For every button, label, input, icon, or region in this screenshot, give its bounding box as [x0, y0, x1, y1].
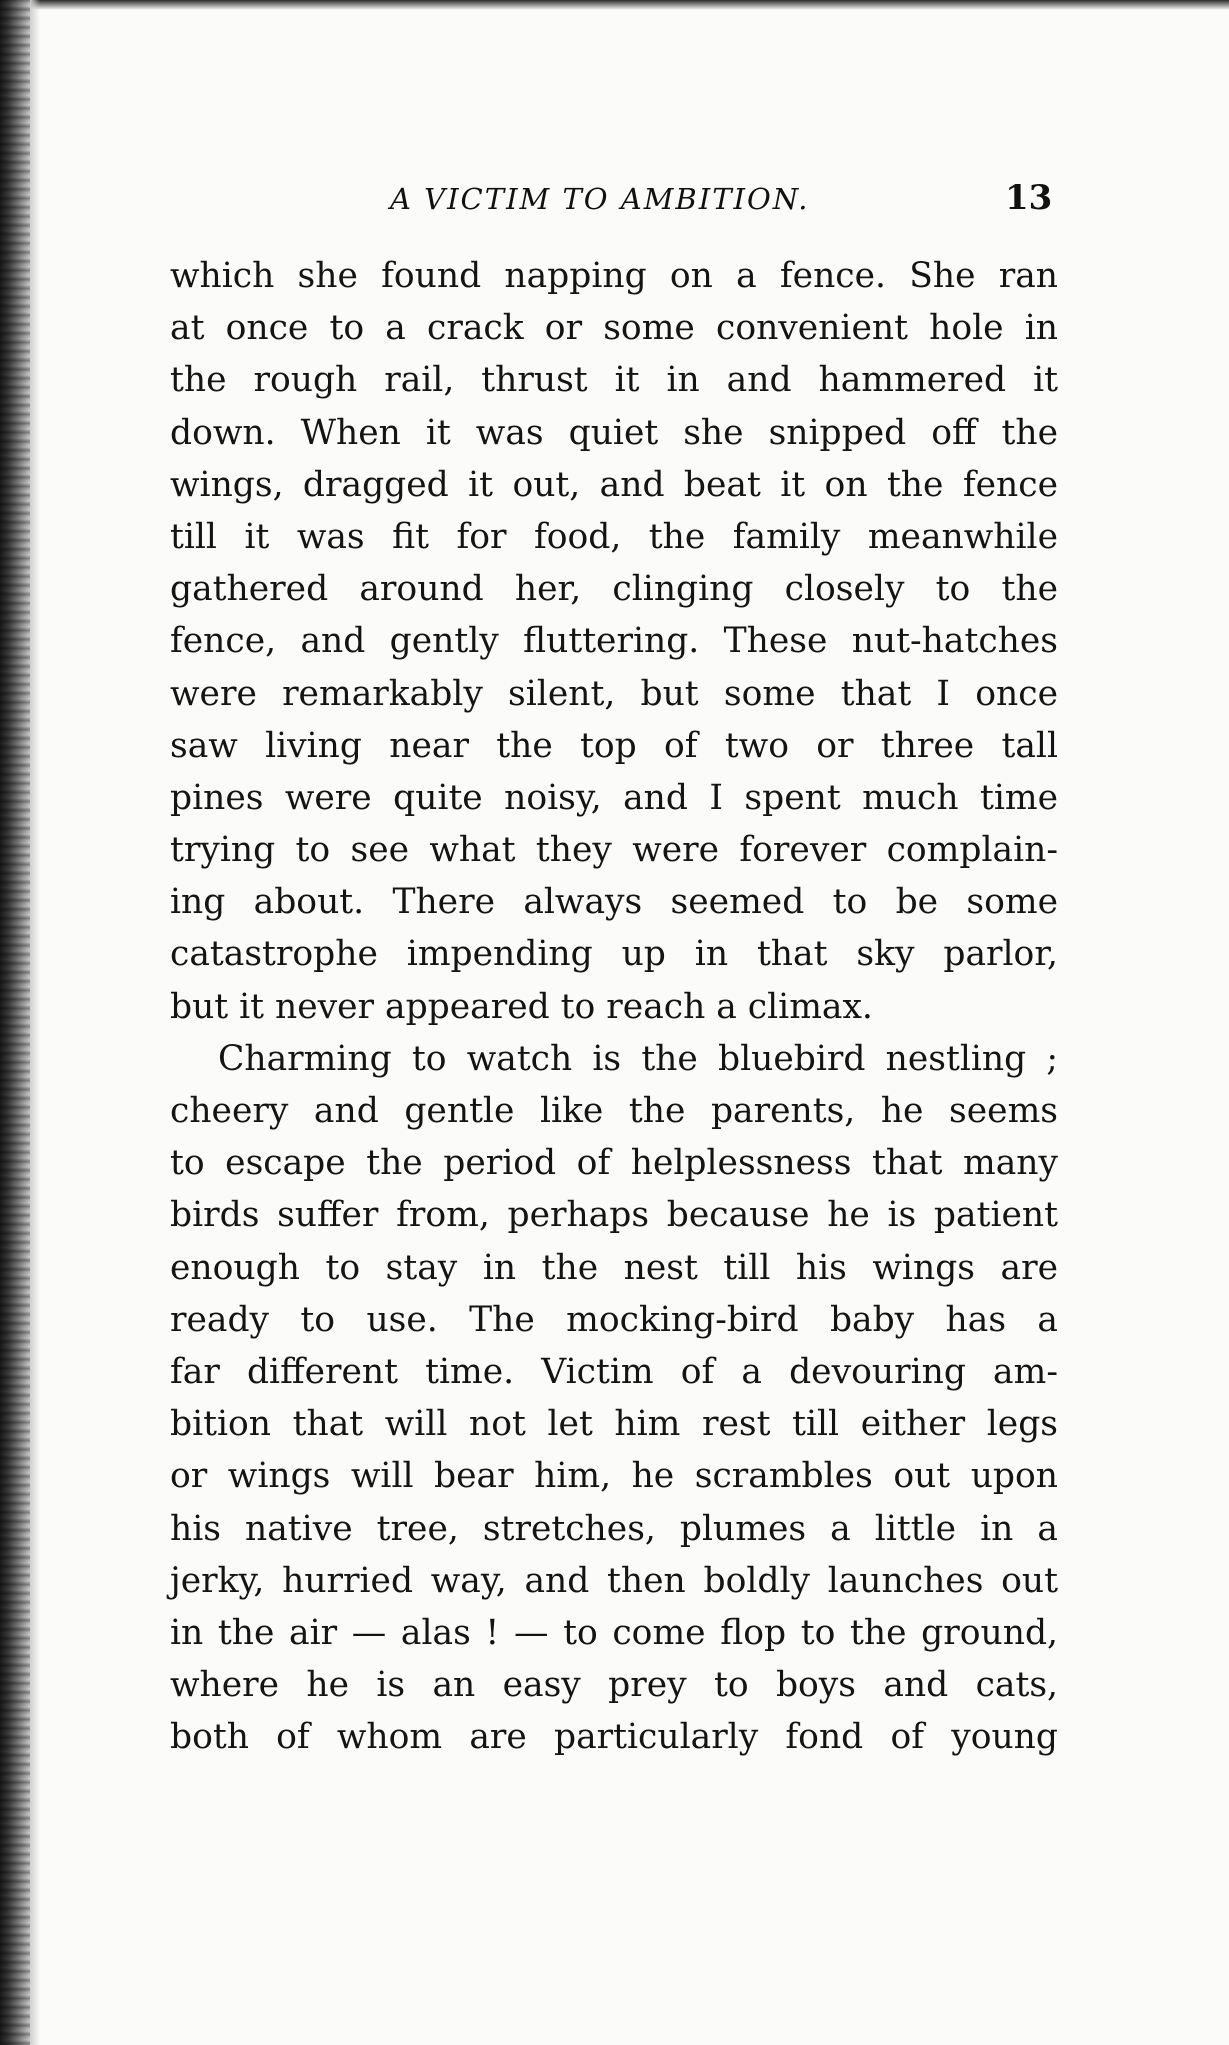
- text-line: pines were quite noisy, and I spent much time: [170, 777, 1058, 818]
- text-line: fence, and gently fluttering. These nut-hatches: [170, 621, 1058, 662]
- body-text: [170, 250, 1058, 1763]
- text-line: at once to a crack or some convenient hole in: [170, 308, 1058, 349]
- text-line: both of whom are particularly fond of young: [170, 1717, 1058, 1758]
- page-number: 13: [1005, 178, 1053, 218]
- text-line: till it was fit for food, the family meanwhile: [170, 516, 1058, 557]
- text-line: where he is an easy prey to boys and cats,: [170, 1665, 1058, 1706]
- binding-gutter-texture: [0, 0, 30, 2045]
- running-head: A VICTIM TO AMBITION.: [390, 182, 810, 216]
- text-line: which she found napping on a fence. She ran: [170, 256, 1058, 296]
- text-line: ready to use. The mocking-bird baby has a: [170, 1299, 1058, 1340]
- text-line: jerky, hurried way, and then boldly launches out: [170, 1560, 1058, 1601]
- text-line: enough to stay in the nest till his wings are: [170, 1247, 1058, 1288]
- text-line: bition that will not let him rest till either legs: [170, 1404, 1058, 1445]
- text-line: to escape the period of helplessness that many: [170, 1143, 1058, 1184]
- text-line: cheery and gentle like the parents, he seems: [170, 1091, 1058, 1131]
- text-line: ing about. There always seemed to be some: [170, 882, 1058, 923]
- text-line: down. When it was quiet she snipped off the: [170, 412, 1058, 453]
- text-line: gathered around her, clinging closely to the: [170, 569, 1058, 610]
- page-top-edge-shadow: [0, 0, 1229, 10]
- text-line: or wings will bear him, he scrambles out upon: [170, 1456, 1058, 1497]
- text-line: saw living near the top of two or three tall: [170, 725, 1058, 766]
- text-line: were remarkably silent, but some that I once: [170, 673, 1058, 714]
- text-line: trying to see what they were forever complain-: [170, 830, 1058, 871]
- text-line: the rough rail, thrust it in and hammered it: [170, 360, 1058, 401]
- text-line: far different time. Victim of a devouring am-: [170, 1351, 1058, 1392]
- text-line: wings, dragged it out, and beat it on the fence: [170, 464, 1058, 505]
- text-line: in the air — alas ! — to come flop to the ground,: [170, 1612, 1058, 1653]
- text-line: birds suffer from, perhaps because he is patient: [170, 1195, 1058, 1236]
- text-line-paragraph-start: Charming to watch is the bluebird nestling ;: [218, 1038, 1058, 1079]
- text-line: catastrophe impending up in that sky parlor,: [170, 934, 1058, 975]
- text-line-paragraph-end: but it never appeared to reach a climax.: [170, 986, 873, 1027]
- text-line: his native tree, stretches, plumes a little in a: [170, 1508, 1058, 1549]
